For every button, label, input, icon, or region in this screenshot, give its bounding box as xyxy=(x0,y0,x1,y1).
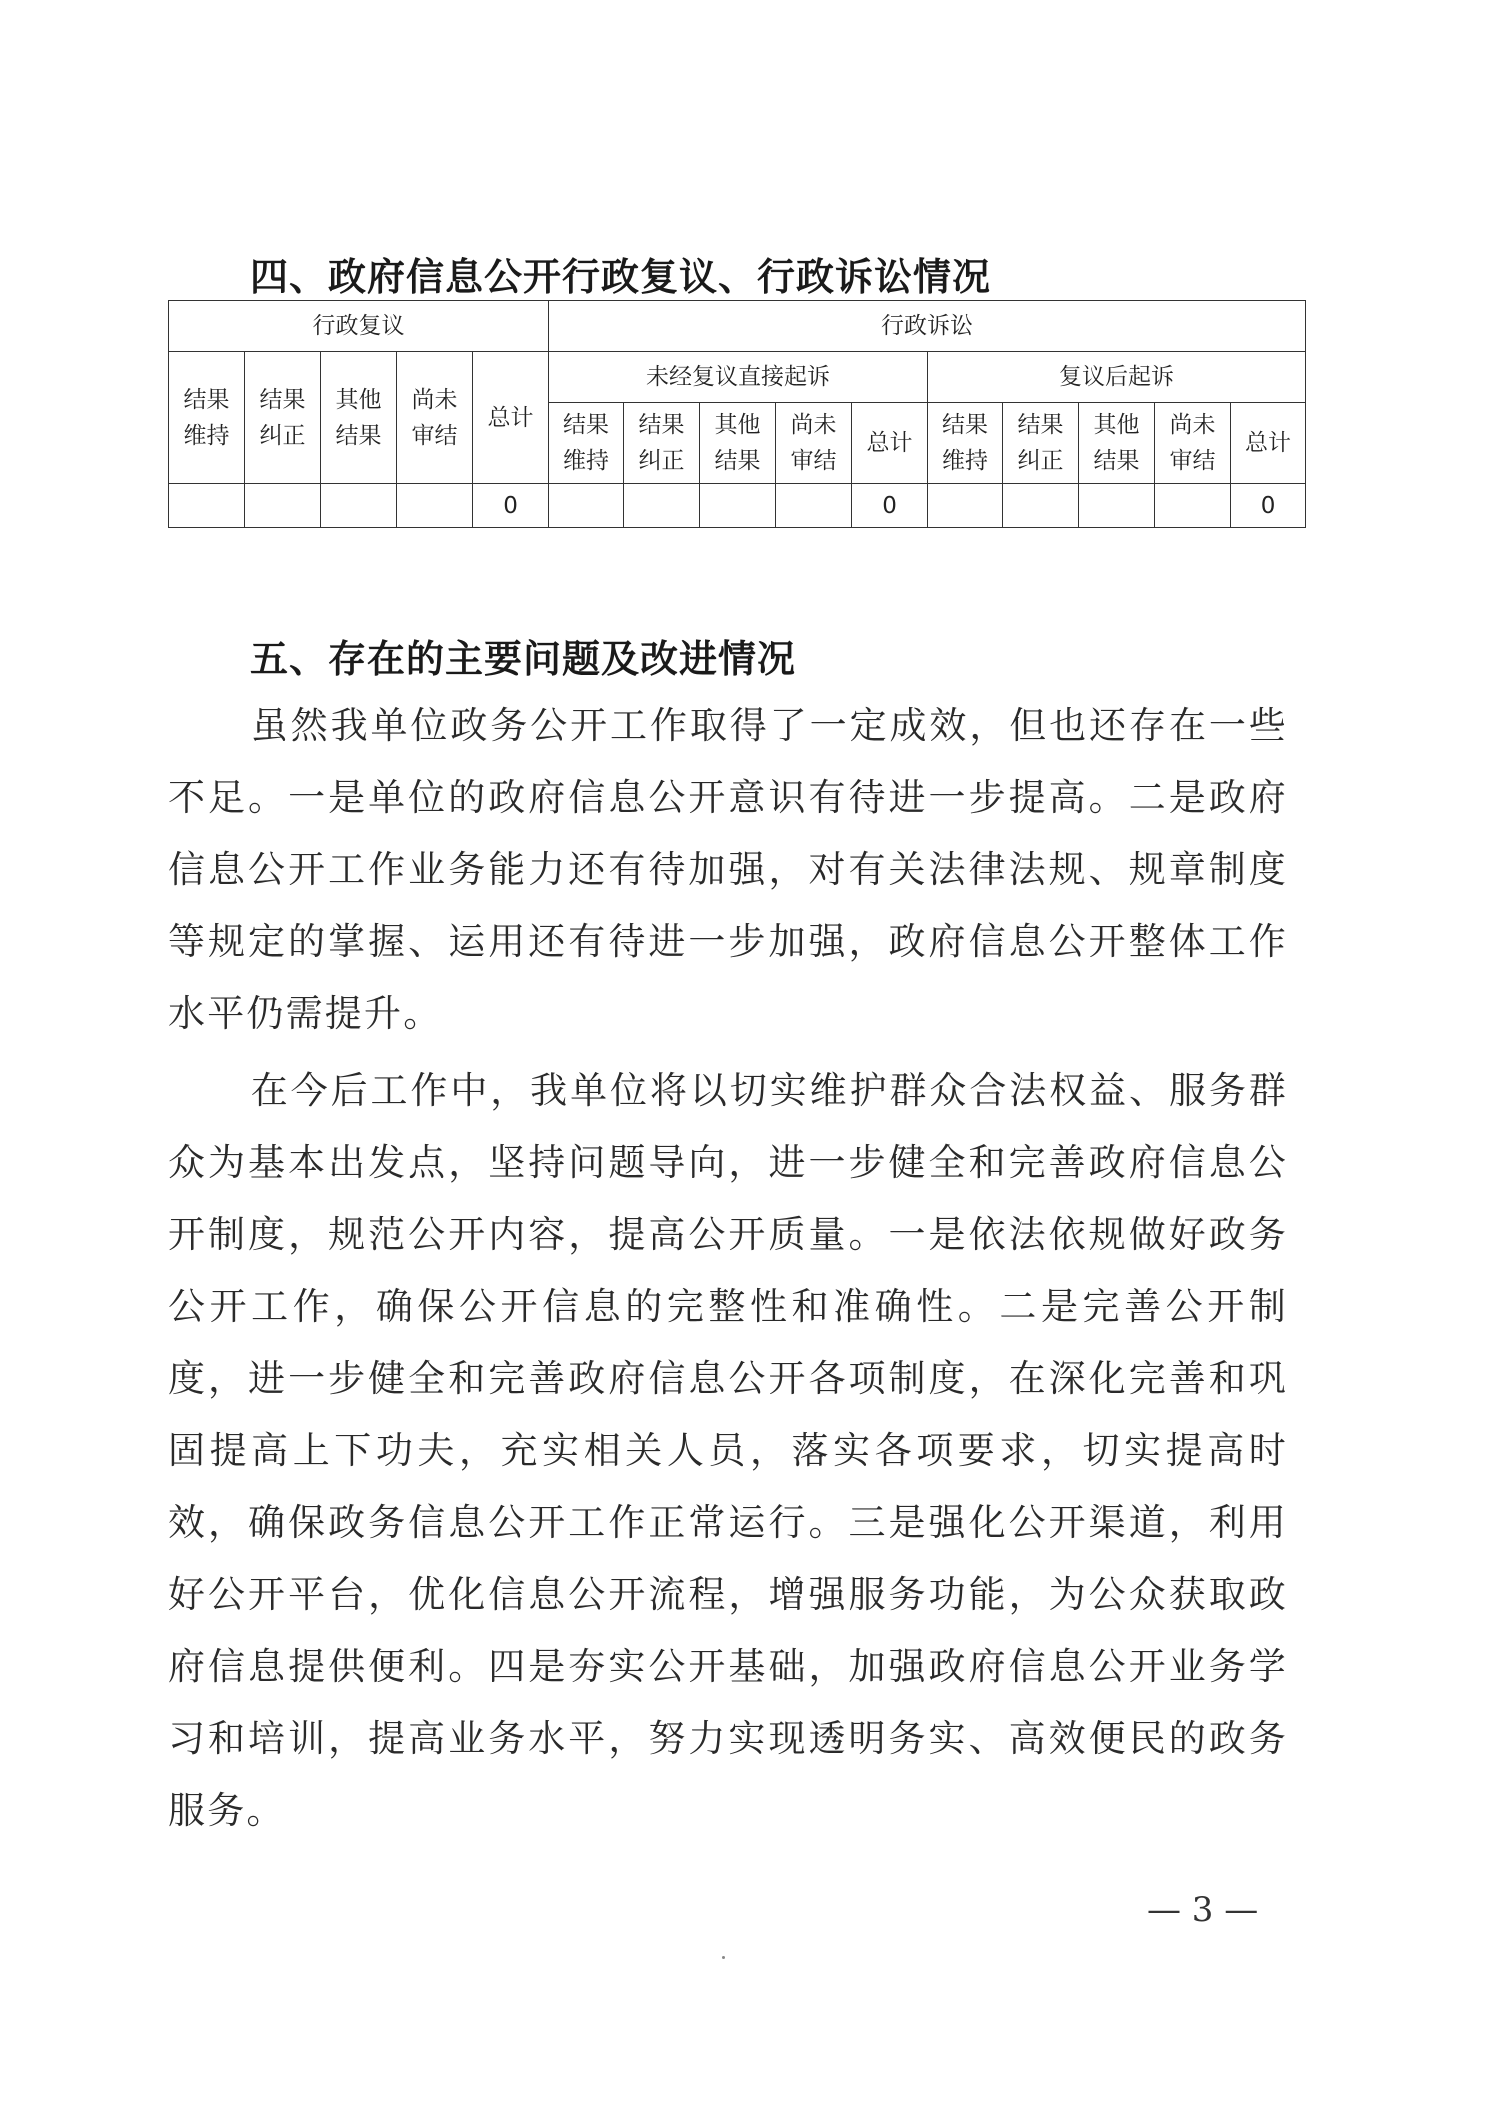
review-pending-header: 尚未 审结 xyxy=(397,352,473,484)
section-4-heading: 四、政府信息公开行政复议、行政诉讼情况 xyxy=(250,255,992,299)
admin-review-header: 行政复议 xyxy=(169,301,549,352)
post-total-header: 总计 xyxy=(1231,403,1306,484)
direct-maintained-value xyxy=(549,484,624,528)
post-corrected-value xyxy=(1003,484,1079,528)
post-other-header: 其他 结果 xyxy=(1079,403,1155,484)
improvement-paragraph xyxy=(168,1055,1288,1847)
direct-corrected-value xyxy=(624,484,700,528)
review-litigation-table xyxy=(168,300,1306,528)
table-row xyxy=(169,484,1306,528)
admin-litigation-header: 行政诉讼 xyxy=(549,301,1306,352)
direct-corrected-header: 结果 纠正 xyxy=(624,403,700,484)
direct-total-header: 总计 xyxy=(852,403,928,484)
direct-pending-value xyxy=(776,484,852,528)
direct-other-header: 其他 结果 xyxy=(700,403,776,484)
review-corrected-value xyxy=(245,484,321,528)
direct-maintained-header: 结果 维持 xyxy=(549,403,624,484)
post-total-value: 0 xyxy=(1231,484,1306,528)
review-maintained-header: 结果 维持 xyxy=(169,352,245,484)
post-other-value xyxy=(1079,484,1155,528)
review-corrected-header: 结果 纠正 xyxy=(245,352,321,484)
post-pending-value xyxy=(1155,484,1231,528)
post-pending-header: 尚未 审结 xyxy=(1155,403,1231,484)
review-total-header: 总计 xyxy=(473,352,549,484)
page-number: — 3 — xyxy=(1147,1890,1259,1930)
review-other-value xyxy=(321,484,397,528)
problems-paragraph xyxy=(168,690,1288,1050)
direct-suit-header: 未经复议直接起诉 xyxy=(549,352,928,403)
post-maintained-value xyxy=(928,484,1003,528)
problems-text: 虽然我单位政务公开工作取得了一定成效，但也还存在一些不足。一是单位的政府信息公开意识有待进一步提高。二是政府信息公开工作业务能力还有待加强，对有关法律法规、规章制度等规定的掌握、运用还有待进一步加强，政府信息公开整体工作水平仍需提升。 xyxy=(168,704,1288,1035)
direct-pending-header: 尚未 审结 xyxy=(776,403,852,484)
direct-total-value: 0 xyxy=(852,484,928,528)
scan-speck xyxy=(722,1956,725,1959)
post-review-suit-header: 复议后起诉 xyxy=(928,352,1306,403)
section-5-heading: 五、存在的主要问题及改进情况 xyxy=(250,637,797,681)
post-maintained-header: 结果 维持 xyxy=(928,403,1003,484)
direct-other-value xyxy=(700,484,776,528)
review-pending-value xyxy=(397,484,473,528)
review-maintained-value xyxy=(169,484,245,528)
review-total-value: 0 xyxy=(473,484,549,528)
improvement-text: 在今后工作中，我单位将以切实维护群众合法权益、服务群众为基本出发点，坚持问题导向，进一步健全和完善政府信息公开制度，规范公开内容，提高公开质量。一是依法依规做好政务公开工作，确保公开信息的完整性和准确性。二是完善公开制度，进一步健全和完善政府信息公开各项制度，在深化完善和巩固提高上下功夫，充实相关人员，落实各项要求，切实提高时效，确保政务信息公开工作正常运行。三是强化公开渠道，利用好公开平台，优化信息公开流程，增强服务功能，为公众获取政府信息提供便利。四是夯实公开基础，加强政府信息公开业务学习和培训，提高业务水平，努力实现透明务实、高效便民的政务服务。 xyxy=(168,1069,1288,1832)
review-other-header: 其他 结果 xyxy=(321,352,397,484)
post-corrected-header: 结果 纠正 xyxy=(1003,403,1079,484)
